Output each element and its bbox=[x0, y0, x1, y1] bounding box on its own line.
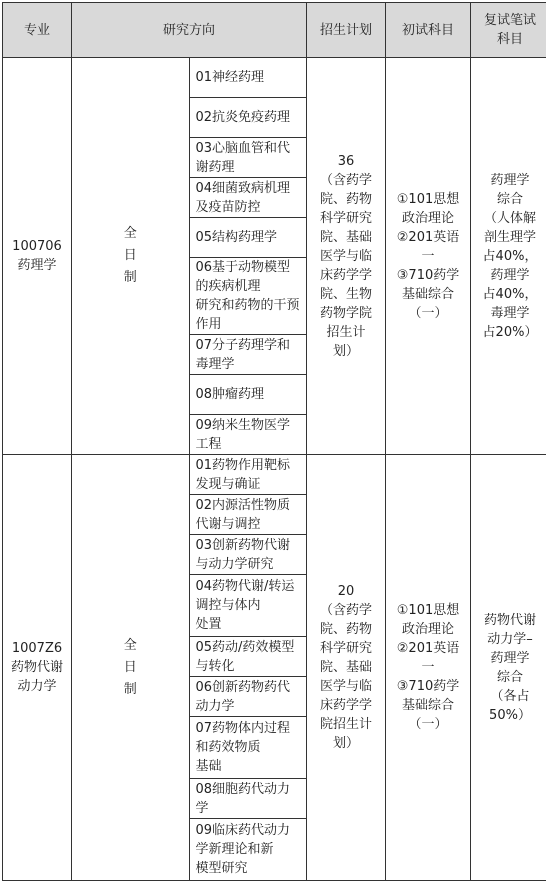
direction-cell: 06创新药物药代动力学 bbox=[189, 677, 307, 717]
exam-cell: ①101思想 政治理论 ②201英语 一 ③710药学 基础综合 （一） bbox=[386, 58, 471, 455]
direction-cell: 04药物代谢/转运调控与体内 处置 bbox=[189, 575, 307, 637]
header-row bbox=[3, 3, 546, 58]
table-row bbox=[3, 58, 546, 98]
direction-cell: 06基于动物模型的疾病机理 研究和药物的干预作用 bbox=[189, 258, 307, 335]
direction-cell: 05结构药理学 bbox=[189, 218, 307, 258]
exam-cell: ①101思想 政治理论 ②201英语 一 ③710药学 基础综合 （一） bbox=[386, 455, 471, 881]
direction-cell: 07分子药理学和毒理学 bbox=[189, 335, 307, 375]
direction-cell: 01药物作用靶标发现与确证 bbox=[189, 455, 307, 495]
direction-cell: 04细菌致病机理及疫苗防控 bbox=[189, 178, 307, 218]
header-exam: 初试科目 bbox=[386, 3, 471, 58]
direction-cell: 09临床药代动力学新理论和新 模型研究 bbox=[189, 819, 307, 881]
study-mode-cell: 全 日 制 bbox=[72, 455, 190, 881]
direction-cell: 08细胞药代动力学 bbox=[189, 779, 307, 819]
direction-cell: 07药物体内过程和药效物质 基础 bbox=[189, 717, 307, 779]
direction-cell: 03创新药物代谢与动力学研究 bbox=[189, 535, 307, 575]
direction-cell: 05药动/药效模型与转化 bbox=[189, 637, 307, 677]
direction-cell: 02内源活性物质代谢与调控 bbox=[189, 495, 307, 535]
table-row bbox=[3, 455, 546, 495]
direction-cell: 09纳米生物医学工程 bbox=[189, 415, 307, 455]
direction-cell: 03心脑血管和代谢药理 bbox=[189, 138, 307, 178]
enrollment-table bbox=[2, 2, 546, 881]
header-major: 专业 bbox=[3, 3, 72, 58]
header-direction: 研究方向 bbox=[72, 3, 307, 58]
header-plan: 招生计划 bbox=[307, 3, 386, 58]
reexam-cell: 药理学 综合 （人体解 剖生理学 占40%， 药理学 占40%， 毒理学 占20%） bbox=[471, 58, 546, 455]
reexam-cell: 药物代谢 动力学– 药理学 综合 （各占 50%） bbox=[471, 455, 546, 881]
study-mode-cell: 全 日 制 bbox=[72, 58, 190, 455]
plan-cell: 20 （含药学 院、药物 科学研究 院、基础 医学与临 床药学学 院招生计 划） bbox=[307, 455, 386, 881]
major-cell: 1007Z6 药物代谢 动力学 bbox=[3, 455, 72, 881]
header-reexam: 复试笔试 科目 bbox=[471, 3, 546, 58]
direction-cell: 08肿瘤药理 bbox=[189, 375, 307, 415]
direction-cell: 02抗炎免疫药理 bbox=[189, 98, 307, 138]
plan-cell: 36 （含药学 院、药物 科学研究 院、基础 医学与临 床药学学 院、生物 药物学院 招生计 划） bbox=[307, 58, 386, 455]
major-cell: 100706 药理学 bbox=[3, 58, 72, 455]
direction-cell: 01神经药理 bbox=[189, 58, 307, 98]
